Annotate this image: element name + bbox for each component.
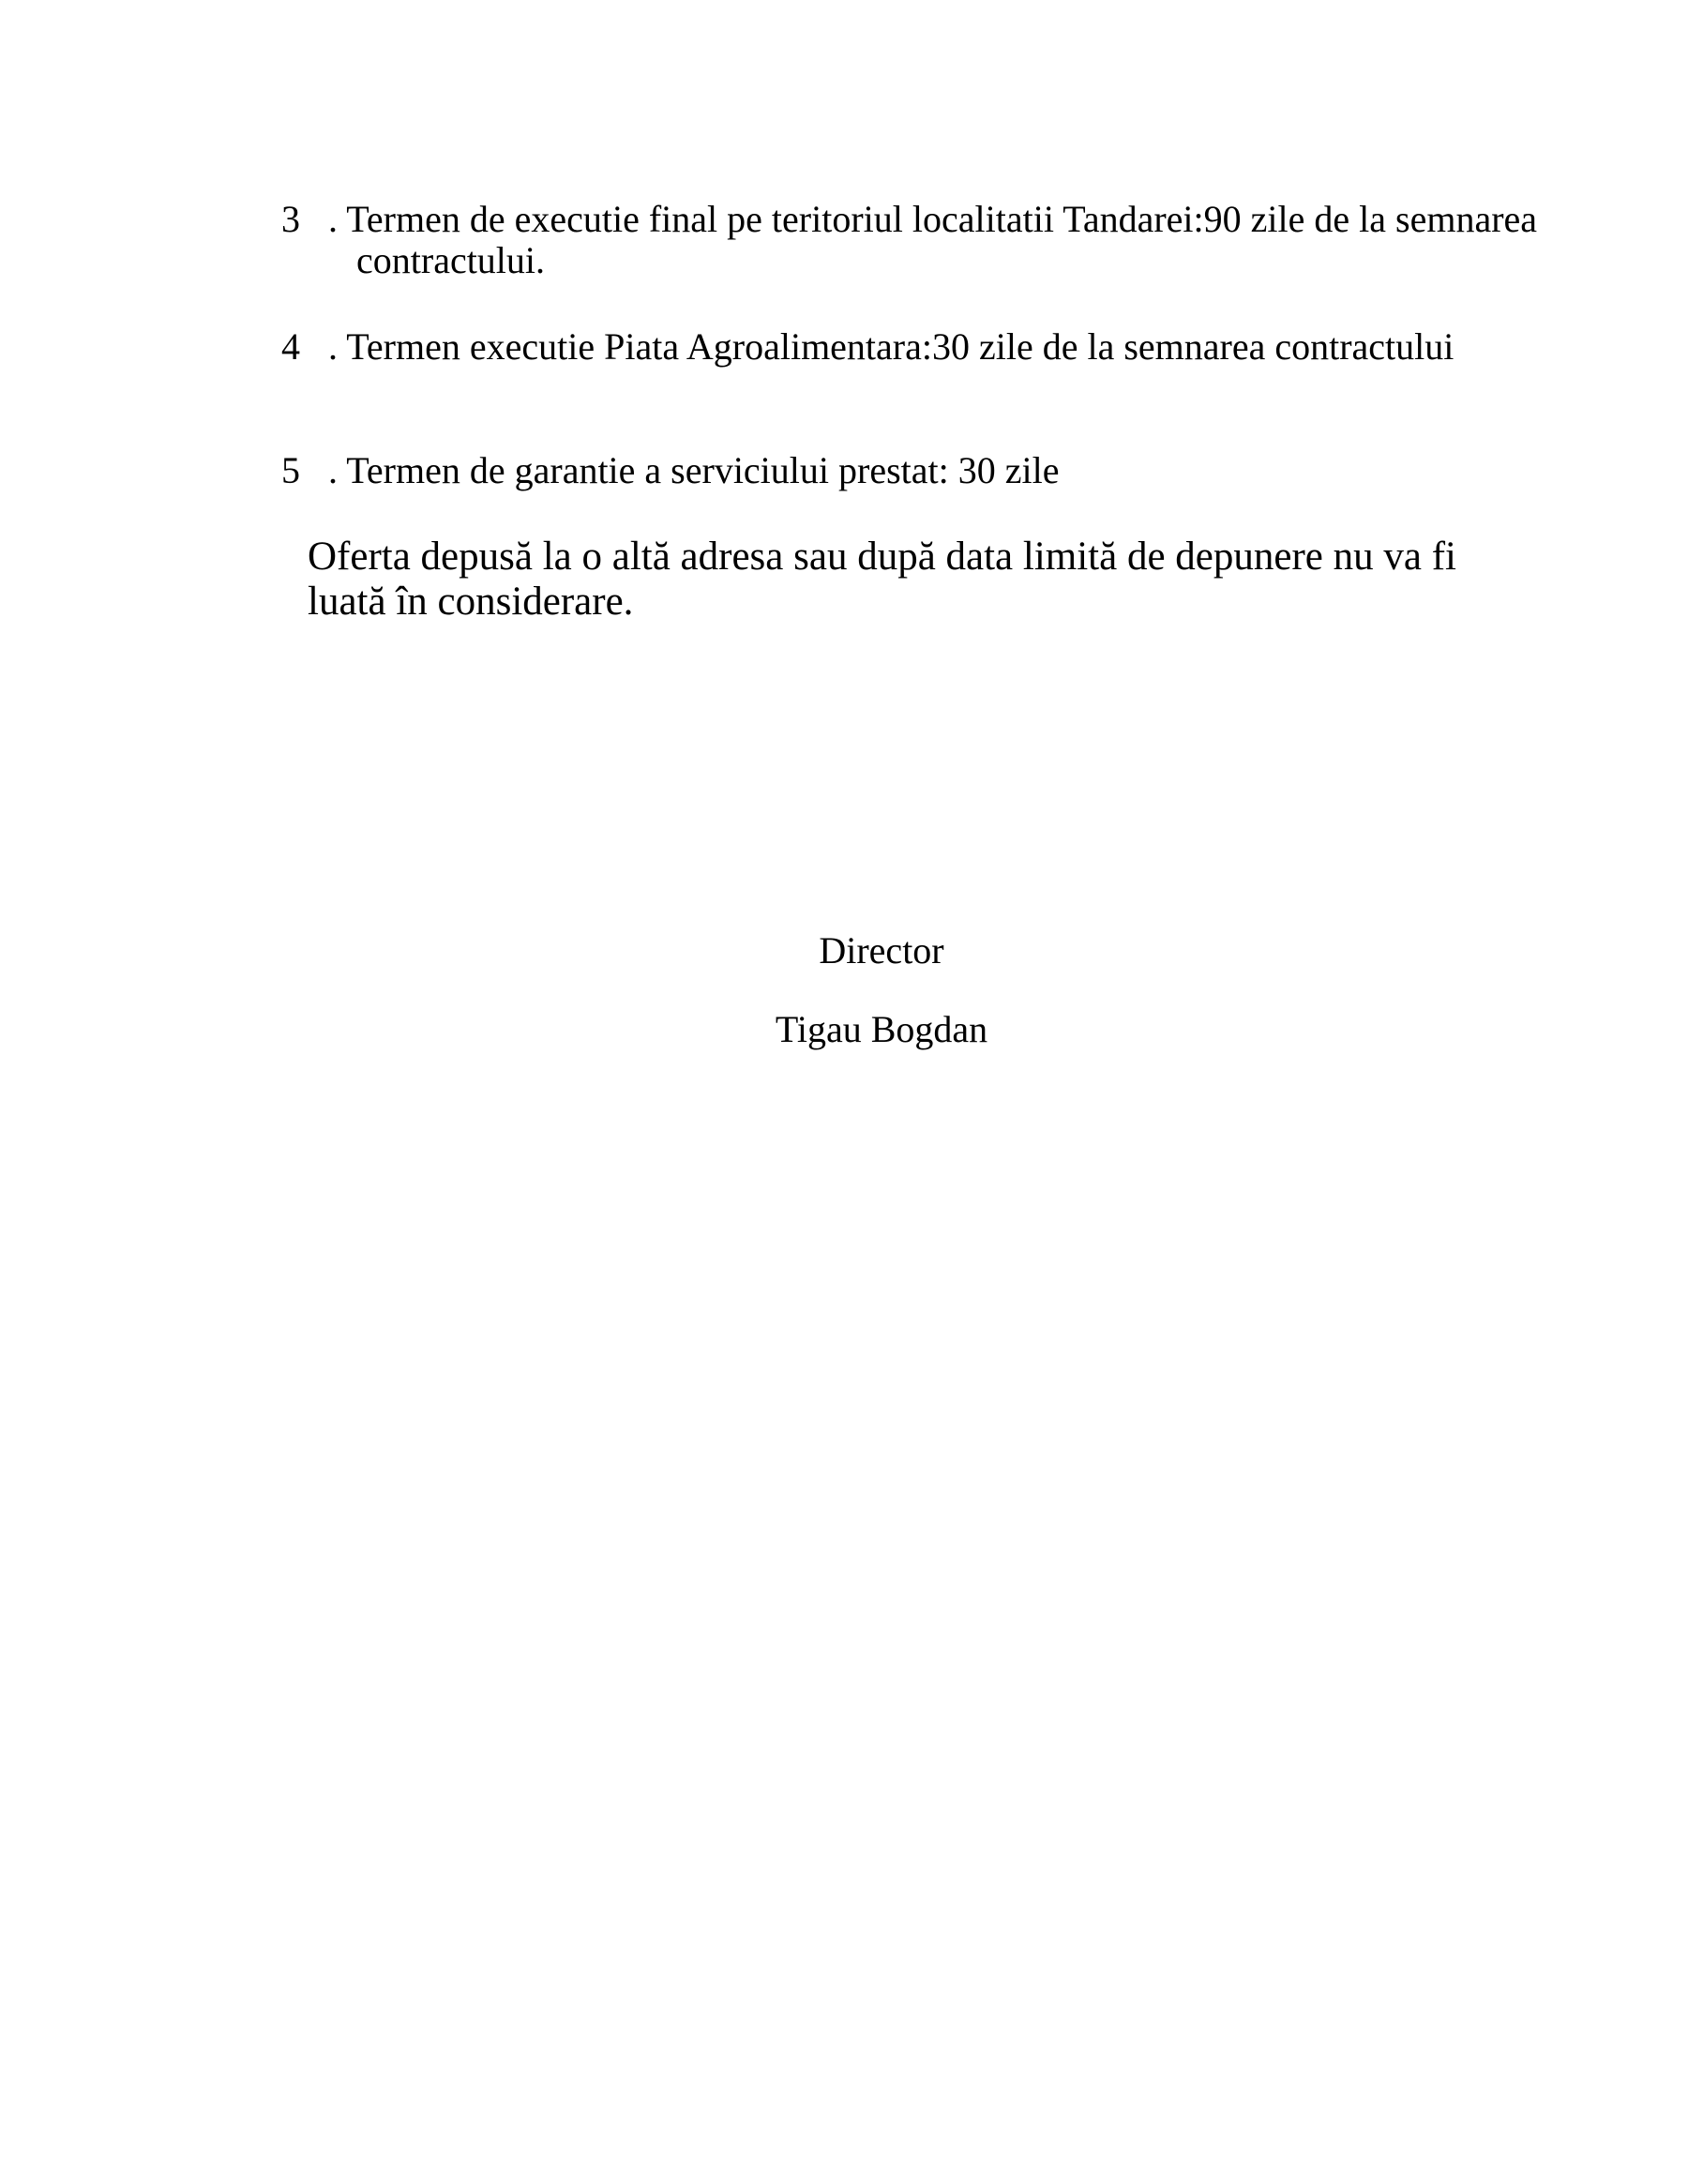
item-text: . Termen executie Piata Agroalimentara:30 zile de la semnarea contractului	[319, 325, 1454, 368]
list-item: 5 . Termen de garantie a serviciului prestat: 30 zile	[281, 449, 1060, 491]
offer-note: Oferta depusă la o altă adresa sau după data limită de depunere nu va fi luată în considerare.	[308, 535, 1456, 624]
signature-name: Tigau Bogdan	[775, 1008, 988, 1050]
signature-role: Director	[819, 929, 944, 972]
list-item: 4 . Termen executie Piata Agroalimentara:30 zile de la semnarea contractului	[281, 325, 1454, 368]
item-text: . Termen de garantie a serviciului prestat: 30 zile	[319, 449, 1060, 491]
list-item: 3 . Termen de executie final pe teritoriul localitatii Tandarei:90 zile de la semnarea contractului.	[281, 198, 1538, 281]
item-text: . Termen de executie final pe teritoriul localitatii Tandarei:90 zile de la semnarea contractului.	[319, 198, 1538, 281]
